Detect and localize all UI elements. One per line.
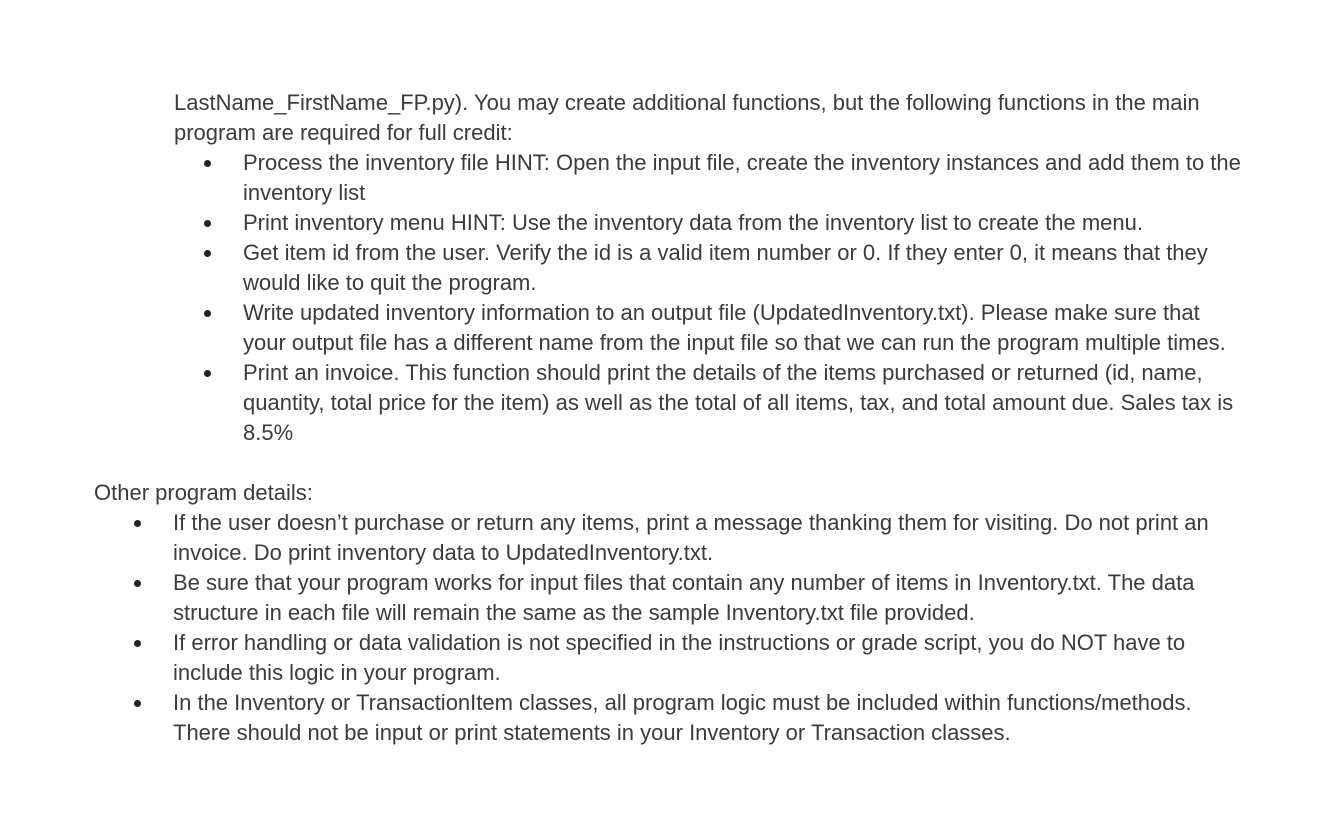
intro-paragraph: LastName_FirstName_FP.py). You may create additional functions, but the following functions in the main program are required for full credit:: [174, 90, 1200, 145]
list-item-text: Print an invoice. This function should print the details of the items purchased or returned (id, name, quantity, total price for the item) as well as the total of all items, tax, and total amount due. Sales tax is 8.5%: [243, 360, 1234, 445]
section-heading: Other program details:: [94, 480, 313, 505]
list-item: [0, 568, 1334, 628]
bullet-icon: [134, 640, 141, 647]
bullet-icon: [134, 520, 141, 527]
list-item-text: Be sure that your program works for input files that contain any number of items in Inventory.txt. The data structure in each file will remain the same as the sample Inventory.txt file provided.: [173, 570, 1195, 625]
document-body: [0, 88, 1334, 748]
list-item-text: If error handling or data validation is not specified in the instructions or grade script, you do NOT have to include this logic in your program.: [173, 630, 1186, 685]
list-item: [0, 688, 1334, 748]
bullet-icon: [204, 250, 211, 257]
list-item-text: Get item id from the user. Verify the id is a valid item number or 0. If they enter 0, it means that they would like to quit the program.: [243, 240, 1208, 295]
list-item: [0, 628, 1334, 688]
bullet-icon: [204, 160, 211, 167]
bullet-icon: [204, 310, 211, 317]
bullet-icon: [134, 700, 141, 707]
list-item-text: In the Inventory or TransactionItem classes, all program logic must be included within functions/methods. There should not be input or print statements in your Inventory or Transaction classes.: [173, 690, 1192, 745]
list-item-text: If the user doesn’t purchase or return any items, print a message thanking them for visiting. Do not print an invoice. Do print inventory data to UpdatedInventory.txt.: [173, 510, 1209, 565]
list-item: [0, 148, 1334, 208]
other-details-list: [0, 508, 1334, 748]
list-item-text: Print inventory menu HINT: Use the inventory data from the inventory list to create the menu.: [243, 210, 1143, 235]
list-item: [0, 358, 1334, 448]
list-item: [0, 298, 1334, 358]
list-item-text: Write updated inventory information to an output file (UpdatedInventory.txt). Please make sure that your output file has a different name from the input file so that we can run the program multiple times.: [243, 300, 1226, 355]
list-item: [0, 508, 1334, 568]
list-item: [0, 238, 1334, 298]
required-functions-list: [0, 148, 1334, 448]
list-item-text: Process the inventory file HINT: Open the input file, create the inventory instances and add them to the inventory list: [243, 150, 1241, 205]
bullet-icon: [204, 220, 211, 227]
list-item: [0, 208, 1334, 238]
bullet-icon: [134, 580, 141, 587]
bullet-icon: [204, 370, 211, 377]
